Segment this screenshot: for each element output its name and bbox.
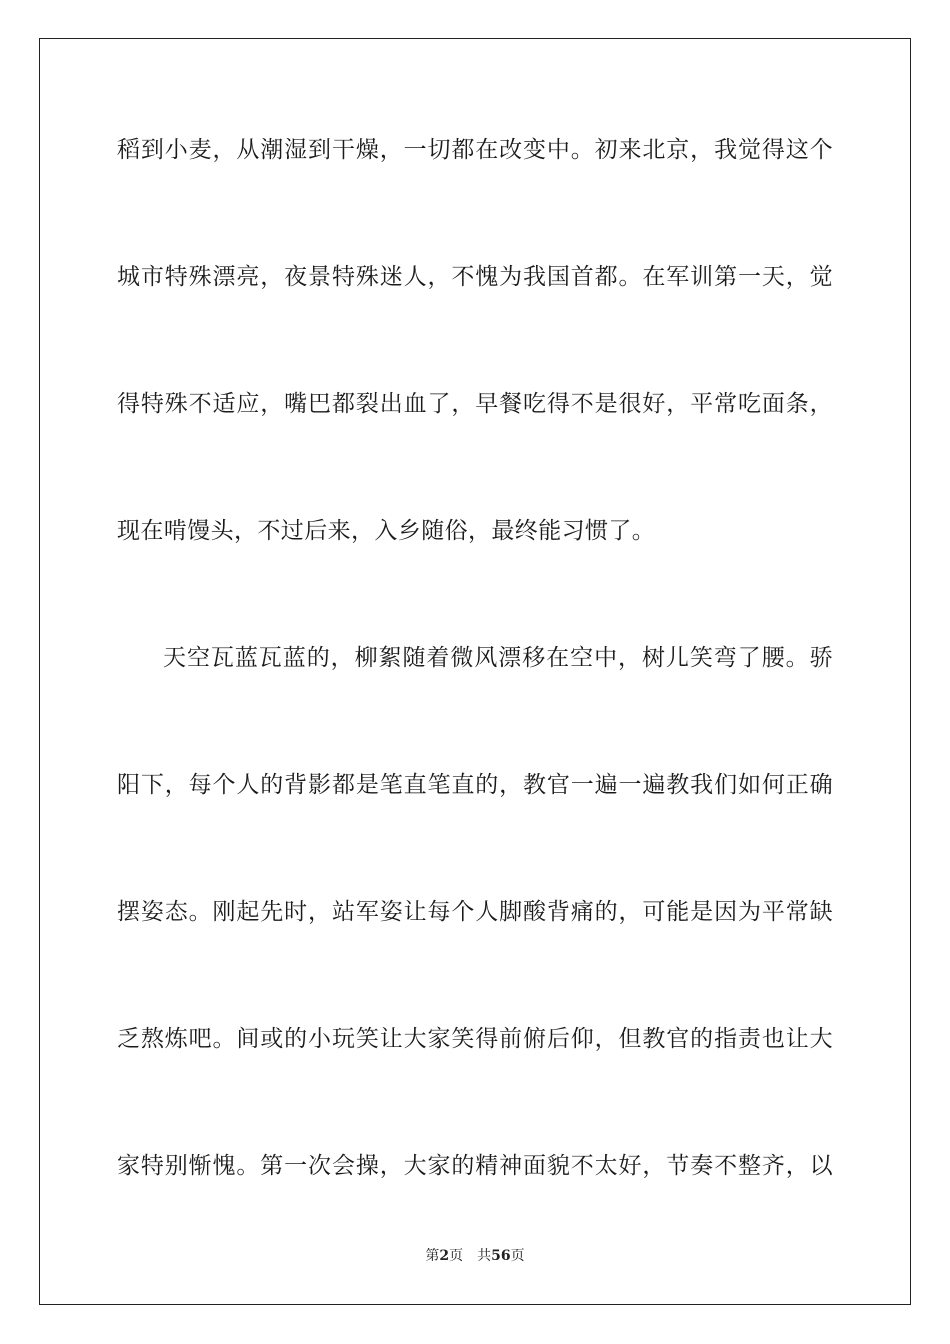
text-line-4: 现在啃馒头，不过后来，入乡随俗，最终能习惯了。: [117, 518, 656, 544]
text-line-2: 城市特殊漂亮，夜景特殊迷人，不愧为我国首都。在军训第一天，觉: [117, 264, 833, 290]
page-suffix: 页: [449, 1248, 464, 1264]
page-number: 2: [439, 1248, 450, 1264]
text-line-6: 阳下，每个人的背影都是笔直笔直的，教官一遍一遍教我们如何正确: [117, 772, 833, 798]
text-line-8: 乏熬炼吧。间或的小玩笑让大家笑得前俯后仰，但教官的指责也让大: [117, 1026, 833, 1052]
text-line-1: 稻到小麦，从潮湿到干燥，一切都在改变中。初来北京，我觉得这个: [117, 137, 833, 163]
total-suffix: 页: [510, 1248, 525, 1264]
total-prefix: 共: [477, 1248, 492, 1264]
page-prefix: 第: [425, 1248, 440, 1264]
text-line-9: 家特别惭愧。第一次会操，大家的精神面貌不太好，节奏不整齐，以: [117, 1153, 833, 1179]
text-line-7: 摆姿态。刚起先时，站军姿让每个人脚酸背痛的，可能是因为平常缺: [117, 899, 833, 925]
page-footer: [0, 1247, 950, 1265]
text-line-5: 天空瓦蓝瓦蓝的，柳絮随着微风漂移在空中，树儿笑弯了腰。骄: [163, 645, 833, 671]
text-line-3: 得特殊不适应，嘴巴都裂出血了，早餐吃得不是很好，平常吃面条，: [117, 391, 833, 417]
total-pages: 56: [491, 1248, 511, 1264]
